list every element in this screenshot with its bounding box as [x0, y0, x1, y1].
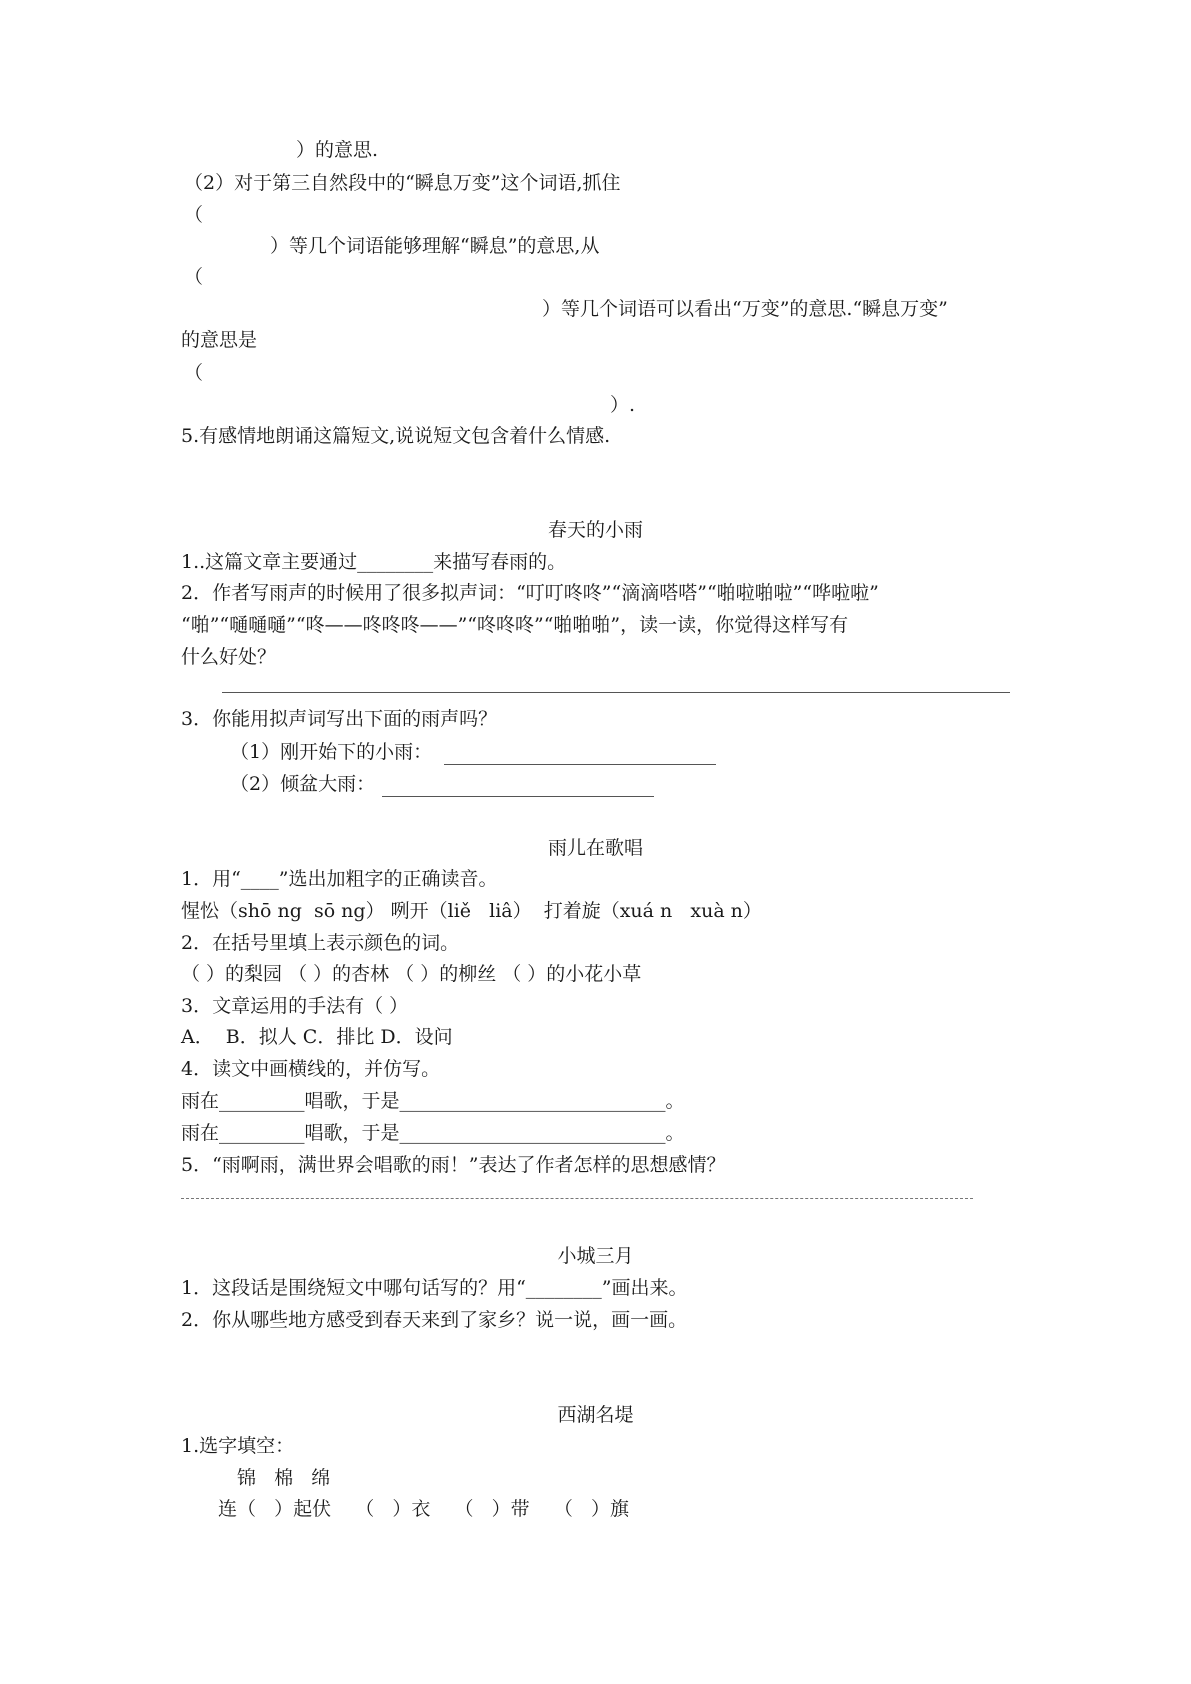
text-line: （ [184, 362, 204, 384]
answer-line [444, 764, 716, 765]
question: 2．作者写雨声的时候用了很多拟声词：“叮叮咚咚”“滴滴嗒嗒”“啪啦啪啦”“哗啦啦” [181, 582, 879, 604]
question: （1）刚开始下的小雨： [230, 741, 433, 763]
question: “啪”“嗵嗵嗵”“咚——咚咚咚——”“咚咚咚”“啪啪啪”，读一读，你觉得这样写有 [181, 614, 849, 636]
question: 4．读文中画横线的，并仿写。 [181, 1058, 441, 1080]
text-line: ）等几个词语可以看出“万变”的意思.“瞬息万变” [542, 298, 948, 320]
question: 5．“雨啊雨，满世界会唱歌的雨！”表达了作者怎样的思想感情？ [181, 1154, 726, 1176]
question: 3．文章运用的手法有（ ） [181, 995, 409, 1017]
question: 2．你从哪些地方感受到春天来到了家乡？说一说，画一画。 [181, 1309, 688, 1331]
text-line: 锦 棉 绵 [237, 1467, 331, 1489]
text-line: ）的意思. [296, 139, 379, 161]
question: 1.选字填空： [181, 1435, 295, 1457]
text-line: （ ）的梨园 （ ）的杏林 （ ）的柳丝 （ ）的小花小草 [181, 963, 642, 985]
text-line: 惺忪（shō ng sō ng） 咧开（liě liâ） 打着旋（xuá n xuà n） [181, 900, 762, 922]
text-line: 雨在_________唱歌，于是____________________________。 [181, 1122, 685, 1144]
section-title: 小城三月 [557, 1245, 634, 1267]
text-line: （ [184, 266, 204, 288]
question: 3．你能用拟声词写出下面的雨声吗？ [181, 708, 498, 730]
text-line: 雨在_________唱歌，于是____________________________。 [181, 1090, 685, 1112]
question: 5.有感情地朗诵这篇短文,说说短文包含着什么情感. [181, 425, 611, 447]
text-line: （ [184, 204, 204, 226]
question: 1..这篇文章主要通过________来描写春雨的。 [181, 551, 567, 573]
question: 1．用“____”选出加粗字的正确读音。 [181, 868, 498, 890]
text-line: A． B．拟人 C．排比 D．设问 [181, 1026, 453, 1048]
text-line: （2）对于第三自然段中的“瞬息万变”这个词语,抓住 [184, 172, 621, 194]
question: （2）倾盆大雨： [230, 773, 376, 795]
answer-line [382, 796, 654, 797]
question: 什么好处？ [181, 646, 277, 668]
section-title: 春天的小雨 [547, 519, 643, 541]
text-line: 的意思是 [181, 329, 258, 351]
question: 1．这段话是围绕短文中哪句话写的？用“________”画出来。 [181, 1277, 688, 1299]
answer-line [222, 692, 1010, 693]
section-title: 雨儿在歌唱 [547, 837, 643, 859]
text-line: 连（ ）起伏 （ ）衣 （ ）带 （ ）旗 [218, 1498, 629, 1520]
question: 2．在括号里填上表示颜色的词。 [181, 932, 460, 954]
answer-line [181, 1198, 973, 1199]
text-line: ）. [610, 394, 636, 416]
text-line: ）等几个词语能够理解“瞬息”的意思,从 [270, 235, 600, 257]
section-title: 西湖名堤 [557, 1404, 634, 1426]
